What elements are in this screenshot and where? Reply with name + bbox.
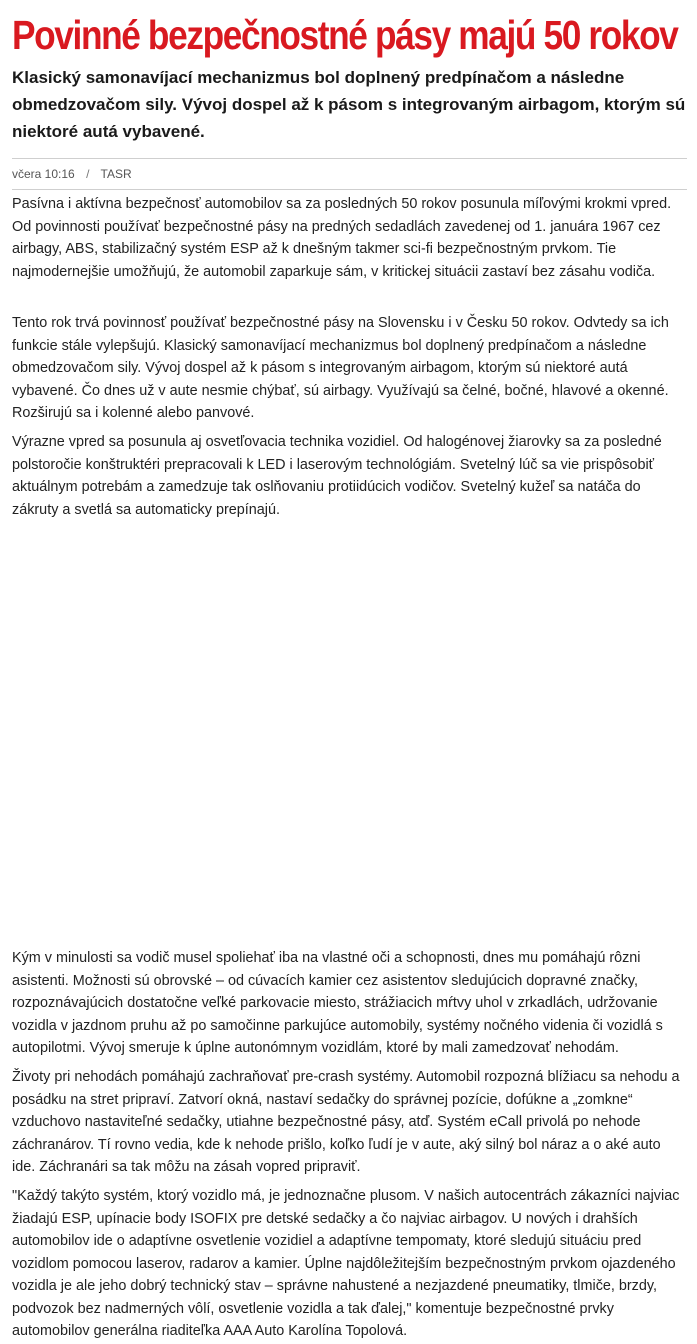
meta-separator: / xyxy=(86,167,90,181)
paragraph: Pasívna i aktívna bezpečnosť automobilov sa za posledných 50 rokov posunula míľovými krokmi vpred. Od povinnosti používať bezpečnostné pásy na predných sedadlách zavedenej od 1. januára 1967 cez airbagy, ABS, stabilizačný systém ESP až k dnešným takmer sci-fi bezpečnostným prvkom. Tie najmodernejšie umožňujú, že automobil zaparkuje sám, v kritickej situácii zastaví bez zásahu vodiča. xyxy=(12,196,672,280)
paragraph: Výrazne vpred sa posunula aj osvetľovacia technika vozidiel. Od halogénovej žiarovky sa za posledné polstoročie konštruktéri prepracovali k LED i laserovým technológiám. Svetelný lúč sa vie prispôsobiť aktuálnym potrebám a zamedzuje tak oslňovaniu protiidúcich vodičov. Svetelný kužeľ sa natáča do zákruty a svetlá sa automaticky prepínajú. xyxy=(12,434,662,518)
article-perex: Klasický samonavíjací mechanizmus bol doplnený predpínačom a následne obmedzovačom sily. Vývoj dospel až k pásom s integrovaným airbagom, ktorým sú niektoré autá vybavené. xyxy=(12,68,686,141)
paragraph: Tento rok trvá povinnosť používať bezpečnostné pásy na Slovensku i v Česku 50 rokov. Odvtedy sa ich funkcie stále vylepšujú. Klasický samonavíjací mechanizmus bol doplnený predpínačom a následne obmedzovačom sily. Vývoj dospel až k pásom s integrovaným airbagom, ktorým sú niektoré autá vybavené. Čo dnes už v aute nesmie chýbať, sú airbagy. Využívajú sa čelné, bočné, hlavové a okenné. Rozširujú sa i kolenné alebo panvové. xyxy=(12,315,669,421)
article xyxy=(12,0,687,1339)
paragraph: Životy pri nehodách pomáhajú zachraňovať pre-crash systémy. Automobil rozpozná blížiacu sa nehodu a posádku na stret pripraví. Zatvorí okná, nastaví sedačky do správnej pozície, dofúkne a „zomkne“ vzduchovo nastaviteľné sedačky, utiahne bezpečnostné pásy, atď. Systém eCall privolá po nehode záchranárov. Tí rovno vedia, kde k nehode prišlo, koľko ľudí je v aute, aký silný bol náraz a o aké auto ide. Záchranári sa tak môžu na zásah vopred pripraviť. xyxy=(12,1069,680,1175)
article-meta xyxy=(12,158,687,190)
embedded-media-area xyxy=(12,525,687,935)
article-title: Povinné bezpečnostné pásy majú 50 rokov xyxy=(12,12,678,58)
article-source: TASR xyxy=(100,167,132,181)
paragraph: "Každý takýto systém, ktorý vozidlo má, je jednoznačne plusom. V našich autocentrách zákazníci najviac žiadajú ESP, upínacie body ISOFIX pre detské sedačky a čo najviac airbagov. U nových i drahších automobilov ide o adaptívne osvetlenie vozidiel a adaptívne tempomaty, ktoré sledujú situáciu pred vozidlom pomocou laserov, radarov a kamier. Úplne najdôležitejším bezpečnostným prvkom ojazdeného vozidla je ale jeho dobrý technický stav – správne nahustené a nezjazdené pneumatiky, tlmiče, brzdy, podvozok bez nadmerných vôlí, osvetlenie vozidla a tak ďalej," komentuje bezpečnostné prvky automobilov generálna riaditeľka AAA Auto Karolína Topolová. xyxy=(12,1188,680,1339)
paragraph: Kým v minulosti sa vodič musel spoliehať iba na vlastné oči a schopnosti, dnes mu pomáhajú rôzni asistenti. Možnosti sú obrovské – od cúvacích kamier cez asistentov sledujúcich dopravné značky, rozpoznávajúcich dostatočne veľké parkovacie miesto, strážiacich mŕtvy uhol v zrkadlách, udržovanie vozidla v jazdnom pruhu až po samočinne parkujúce automobily, systémy nočného videnia či vozidlá s autopilotmi. Vývoj smeruje k úplne autonómnym vozidlám, ktoré by mali zamedzovať nehodám. xyxy=(12,950,663,1056)
publish-date: včera 10:16 xyxy=(12,167,75,181)
